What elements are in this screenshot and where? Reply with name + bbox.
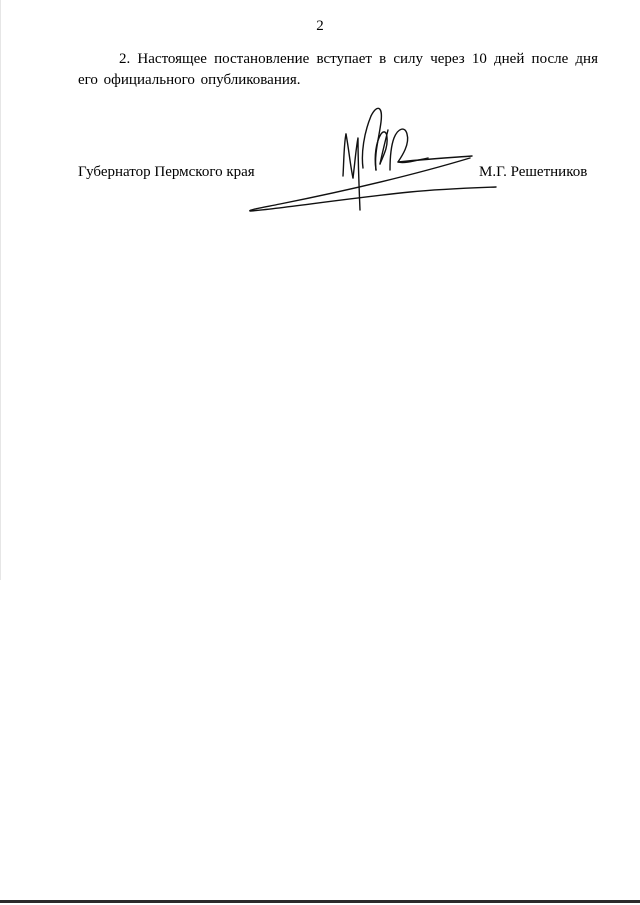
page-number: 2 bbox=[316, 18, 324, 34]
signatory-title: Губернатор Пермского края bbox=[78, 164, 255, 180]
paragraph-effective-date: 2. Настоящее постановление вступает в силу через 10 дней после дня его официального опубликования. bbox=[78, 51, 598, 88]
scan-bottom-edge bbox=[0, 900, 640, 903]
signatory-name: М.Г. Решетников bbox=[479, 164, 588, 180]
handwritten-signature bbox=[240, 98, 510, 228]
scan-edge-shadow bbox=[0, 0, 1, 580]
